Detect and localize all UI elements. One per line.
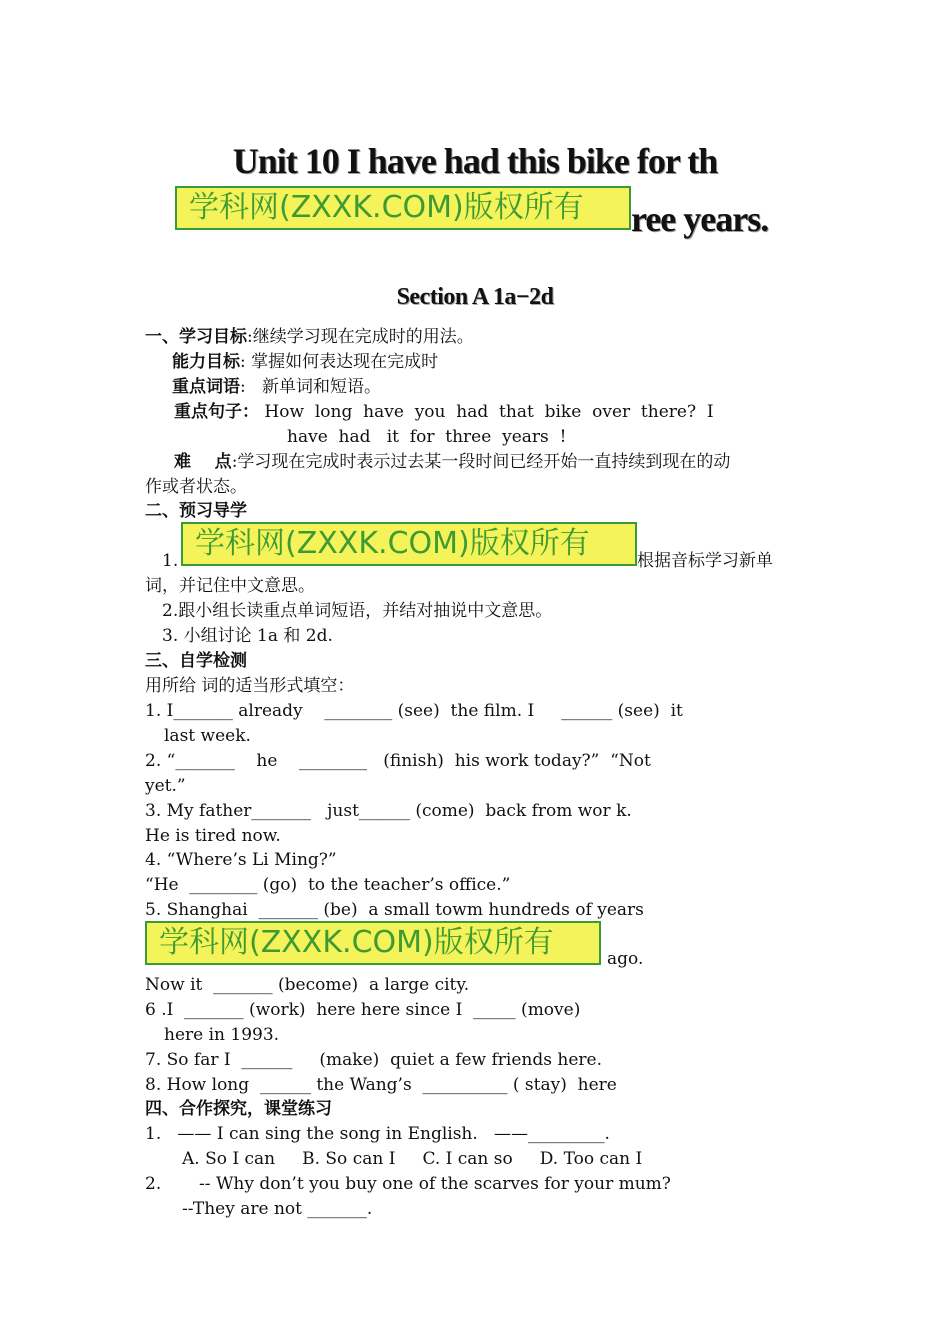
ability-label: 能力目标 [172,352,240,372]
exercise-line: here in 1993. [164,1025,280,1045]
exercise-line: 3. My father_______ just______ (come) back from wor k. [145,801,632,821]
exercise-line: Now it _______ (become) a large city. [145,975,470,995]
goals-heading-line [145,326,474,348]
exercise-line: 7. So far I ______ (make) quiet a few friends here. [145,1050,602,1070]
practice-heading: 四、合作探究，课堂练习 [145,1099,332,1119]
difficulty-text: :学习现在完成时表示过去某一段时间已经开始一直持续到现在的动 [231,452,731,472]
difficulty-line [174,451,730,473]
practice-line: 2. -- Why don’t you buy one of the scarves for your mum? [145,1174,671,1194]
preview-item1-tail: 根据音标学习新单 [637,551,773,571]
self-test-instruction: 用所给 词的适当形式填空： [145,676,355,696]
page-title-line2: ree years. [631,199,769,239]
vocab-label: 重点词语 [172,377,240,397]
vocab-text: : 新单词和短语。 [240,377,381,397]
goals-heading: 一、学习目标 [145,327,247,347]
difficulty-text-2: 作或者状态。 [145,477,247,497]
vocab-line [172,376,381,398]
self-test-heading: 三、自学检测 [145,651,247,671]
practice-line: --They are not _______. [182,1199,373,1219]
exercise-line: He is tired now. [145,826,281,846]
watermark-banner [181,522,637,566]
watermark-banner [175,186,631,230]
exercise-line: 8. How long ______ the Wang’s __________ ( stay) here [145,1075,617,1095]
exercise-line: “He ________ (go) to the teacher’s office.” [145,875,511,895]
sentence-label: 重点句子： [174,402,259,422]
sentence-text-1: How long have you had that bike over there? I [259,402,714,422]
preview-item1-cont: 词，并记住中文意思。 [145,576,315,596]
preview-item2: 2.跟小组长读重点单词短语，并结对抽说中文意思。 [162,601,553,621]
watermark-banner [145,921,601,965]
exercise-line: yet.” [145,776,186,796]
practice-options: A. So I can B. So can I C. I can so D. Too can I [182,1149,643,1169]
watermark-text: 学科网(ZXXK.COM)版权所有 [159,925,554,960]
preview-heading: 二、预习导学 [145,501,247,521]
section-title: Section A 1a−2d [396,284,554,310]
ability-text: : 掌握如何表达现在完成时 [240,352,439,372]
watermark-text: 学科网(ZXXK.COM)版权所有 [189,190,584,225]
exercise-line: ago. [607,949,644,969]
exercise-line: last week. [164,726,251,746]
preview-item3: 3. 小组讨论 1a 和 2d. [162,626,333,646]
exercise-line: 2. “_______ he ________ (finish) his work today?” “Not [145,751,651,771]
exercise-line: 1. I_______ already ________ (see) the film. I ______ (see) it [145,701,683,721]
difficulty-label: 难 点 [174,452,232,472]
practice-line: 1. —— I can sing the song in English. ——_________. [145,1124,610,1144]
preview-item1-num: 1. [162,551,179,571]
ability-line [172,351,438,373]
watermark-text: 学科网(ZXXK.COM)版权所有 [195,526,590,561]
goals-heading-text: :继续学习现在完成时的用法。 [247,327,474,347]
sentence-line [174,401,714,423]
exercise-line: 5. Shanghai _______ (be) a small towm hundreds of years [145,900,644,920]
page-title-line1: Unit 10 I have had this bike for th [232,141,718,181]
exercise-line: 4. “Where’s Li Ming?” [145,850,337,870]
exercise-line: 6 .I _______ (work) here here since I _____ (move) [145,1000,581,1020]
sentence-text-2: have had it for three years ! [287,427,567,447]
